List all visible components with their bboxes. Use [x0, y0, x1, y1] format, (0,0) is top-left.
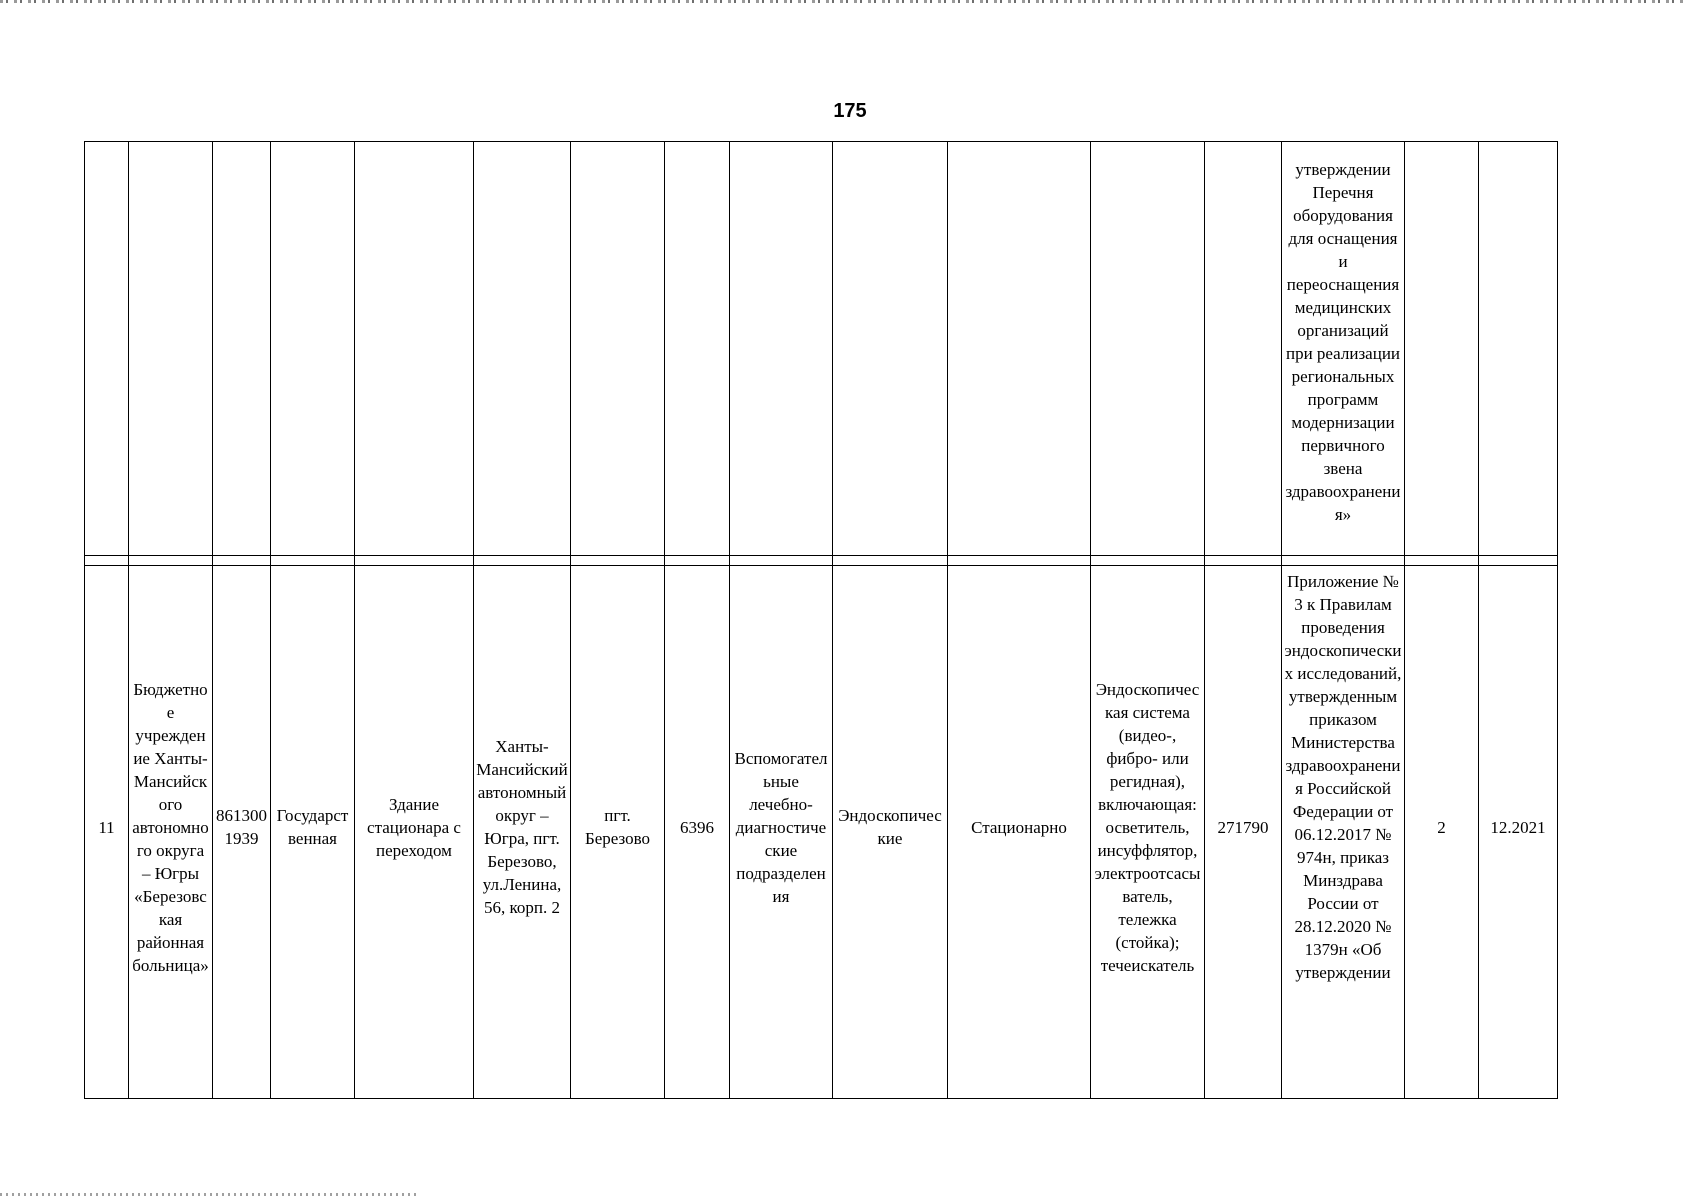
cell-empty: [129, 142, 213, 566]
cell-empty: [1205, 142, 1282, 566]
table-row: [85, 556, 1558, 1099]
cell-empty: [355, 142, 474, 566]
cell-unit-type: Вспомогательные лечебно-диагностические подразделения: [730, 556, 833, 1099]
cell-quantity: 2: [1405, 556, 1479, 1099]
table-row: [85, 142, 1558, 566]
cell-building: Здание стационара с переходом: [355, 556, 474, 1099]
cell-document-text-continued: утверждении Перечня оборудования для оснащения и переоснащения медицинских организаций при реализации региональных программ модернизации первичного звена здравоохранения»: [1282, 142, 1405, 566]
scan-edge-bottom: [0, 1193, 420, 1196]
cell-empty: [1405, 142, 1479, 566]
cell-equipment: Эндоскопическая система (видео-, фибро- или регидная), включающая: осветитель, инсуффлятор, электроотсасыватель, тележка (стойка); течеискатель: [1091, 556, 1205, 1099]
cell-empty: [833, 142, 948, 566]
scan-edge-top: [0, 0, 1686, 3]
cell-empty: [730, 142, 833, 566]
cell-date: 12.2021: [1479, 556, 1558, 1099]
cell-ownership: Государственная: [271, 556, 355, 1099]
cell-document-text: Приложение № 3 к Правилам проведения эндоскопических исследований, утвержденным приказом Министерства здравоохранения Российской Федерации от 06.12.2017 № 974н, приказ Минздрава России от 28.12.2020 № 1379н «Об утверждении: [1282, 556, 1405, 1099]
cell-address: Ханты-Мансийский автономный округ – Югра, пгт. Березово, ул.Ленина, 56, корп. 2: [474, 556, 571, 1099]
table-continuation: [84, 141, 1558, 566]
cell-care-form: Стационарно: [948, 556, 1091, 1099]
cell-unit-name: Эндоскопические: [833, 556, 948, 1099]
cell-empty: [948, 142, 1091, 566]
cell-empty: [85, 142, 129, 566]
cell-row-number: 11: [85, 556, 129, 1099]
cell-empty: [474, 142, 571, 566]
page-number: 175: [833, 100, 867, 122]
cell-empty: [665, 142, 730, 566]
cell-empty: [1479, 142, 1558, 566]
table-main: [84, 555, 1558, 1099]
cell-organization: Бюджетное учреждение Ханты-Мансийского автономного округа – Югры «Березовская районная больница»: [129, 556, 213, 1099]
cell-price: 271790: [1205, 556, 1282, 1099]
cell-empty: [271, 142, 355, 566]
cell-empty: [1091, 142, 1205, 566]
cell-settlement: пгт. Березово: [571, 556, 665, 1099]
cell-code: 6396: [665, 556, 730, 1099]
cell-empty: [571, 142, 665, 566]
cell-inn: 8613001939: [213, 556, 271, 1099]
cell-empty: [213, 142, 271, 566]
